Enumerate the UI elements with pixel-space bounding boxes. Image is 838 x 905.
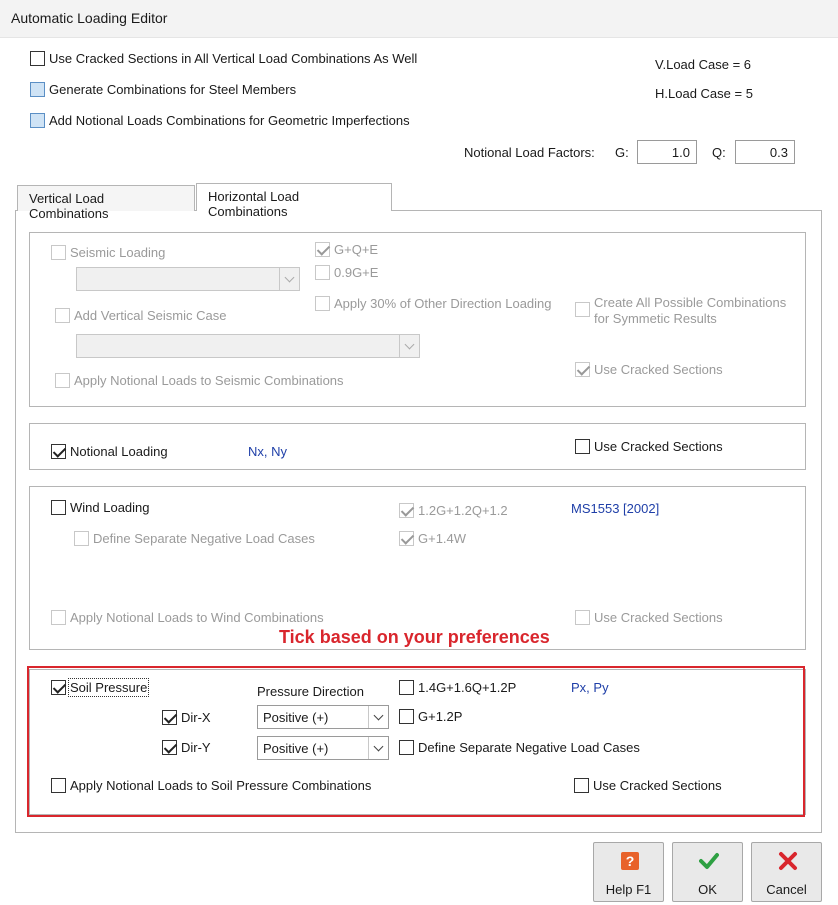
close-icon (778, 851, 798, 871)
ok-button-label: OK (698, 882, 717, 897)
soil-cracked-checkbox[interactable] (574, 778, 589, 793)
apply30-checkbox[interactable] (315, 296, 330, 311)
soil-combo2-checkbox[interactable] (399, 709, 414, 724)
wind-cracked-checkbox[interactable] (575, 610, 590, 625)
help-icon (620, 851, 640, 871)
annotation-text: Tick based on your preferences (279, 627, 550, 647)
seismic-cracked-checkbox[interactable] (575, 362, 590, 377)
cracked-all-label: Use Cracked Sections in All Vertical Load Combinations As Well (49, 51, 418, 66)
notional-factors-label: Notional Load Factors: (464, 145, 595, 160)
steel-members-label: Generate Combinations for Steel Members (49, 82, 297, 97)
svg-text:?: ? (625, 853, 635, 869)
create-all-label-2: for Symmetic Results (594, 311, 717, 326)
pressure-direction-label: Pressure Direction (257, 684, 364, 699)
wind-notional-checkbox[interactable] (51, 610, 66, 625)
dir-y-select-value: Positive (+) (263, 741, 329, 756)
vertical-seismic-checkbox[interactable] (55, 308, 70, 323)
create-all-checkbox[interactable] (575, 302, 590, 317)
apply30-label: Apply 30% of Other Direction Loading (334, 296, 552, 311)
chevron-down-icon (279, 268, 299, 290)
vload-case-text: V.Load Case = 6 (655, 57, 752, 72)
wind-negative-label: Define Separate Negative Load Cases (93, 531, 315, 546)
wind-loading-checkbox[interactable] (51, 500, 66, 515)
notional-dirs-text: Nx, Ny (248, 444, 287, 459)
seismic-code-select[interactable] (76, 267, 300, 291)
wind-combo2-checkbox[interactable] (399, 531, 414, 546)
wind-cracked-label: Use Cracked Sections (594, 610, 723, 625)
g-factor-input[interactable]: 1.0 (637, 140, 697, 164)
tab-horizontal-load[interactable]: Horizontal Load Combinations (196, 183, 392, 211)
soil-notional-checkbox[interactable] (51, 778, 66, 793)
help-button-label: Help F1 (605, 882, 652, 897)
dir-x-label: Dir-X (181, 710, 211, 725)
notional-loading-label: Notional Loading (70, 444, 168, 459)
q-factor-input[interactable]: 0.3 (735, 140, 795, 164)
wind-combo1-checkbox[interactable] (399, 503, 414, 518)
cracked-all-checkbox[interactable] (30, 51, 45, 66)
dir-y-select[interactable] (257, 736, 389, 760)
soil-negative-checkbox[interactable] (399, 740, 414, 755)
wind-loading-label: Wind Loading (70, 500, 150, 515)
wind-negative-checkbox[interactable] (74, 531, 89, 546)
checkmark-icon (699, 851, 719, 871)
soil-dirs-text: Px, Py (571, 680, 609, 695)
q-factor-label: Q: (712, 145, 726, 160)
seismic-notional-checkbox[interactable] (55, 373, 70, 388)
chevron-down-icon (368, 706, 388, 728)
dir-y-label: Dir-Y (181, 740, 211, 755)
hload-case-text: H.Load Case = 5 (655, 86, 753, 101)
notional-imperfection-checkbox[interactable] (30, 113, 45, 128)
help-button[interactable] (593, 842, 664, 902)
seismic-loading-checkbox[interactable] (51, 245, 66, 260)
wind-combo2-label: G+1.4W (418, 531, 467, 546)
soil-pressure-label: Soil Pressure (70, 680, 148, 695)
vertical-seismic-label: Add Vertical Seismic Case (74, 308, 227, 323)
create-all-label: Create All Possible Combinations (594, 295, 787, 310)
gqe-checkbox[interactable] (315, 242, 330, 257)
vertical-seismic-select[interactable] (76, 334, 420, 358)
dir-x-checkbox[interactable] (162, 710, 177, 725)
gqe-label: G+Q+E (334, 242, 379, 257)
soil-combo2-label: G+1.2P (418, 709, 463, 724)
seismic-loading-label: Seismic Loading (70, 245, 166, 260)
chevron-down-icon (368, 737, 388, 759)
seismic-notional-label: Apply Notional Loads to Seismic Combinations (74, 373, 344, 388)
notional-imperfection-label: Add Notional Loads Combinations for Geometric Imperfections (49, 113, 410, 128)
soil-pressure-checkbox[interactable] (51, 680, 66, 695)
steel-members-checkbox[interactable] (30, 82, 45, 97)
g09e-checkbox[interactable] (315, 265, 330, 280)
g09e-label: 0.9G+E (334, 265, 379, 280)
dir-x-select-value: Positive (+) (263, 710, 329, 725)
cancel-button[interactable] (751, 842, 822, 902)
wind-notional-label: Apply Notional Loads to Wind Combinations (70, 610, 324, 625)
window-title: Automatic Loading Editor (11, 10, 168, 26)
chevron-down-icon (399, 335, 419, 357)
soil-notional-label: Apply Notional Loads to Soil Pressure Combinations (70, 778, 372, 793)
wind-code-text: MS1553 [2002] (571, 501, 660, 516)
g-factor-label: G: (615, 145, 629, 160)
wind-combo1-label: 1.2G+1.2Q+1.2 (418, 503, 508, 518)
soil-negative-label: Define Separate Negative Load Cases (418, 740, 640, 755)
ok-button[interactable] (672, 842, 743, 902)
soil-cracked-label: Use Cracked Sections (593, 778, 722, 793)
notional-cracked-checkbox[interactable] (575, 439, 590, 454)
dir-x-select[interactable] (257, 705, 389, 729)
dir-y-checkbox[interactable] (162, 740, 177, 755)
cancel-button-label: Cancel (766, 882, 807, 897)
notional-loading-checkbox[interactable] (51, 444, 66, 459)
notional-cracked-label: Use Cracked Sections (594, 439, 723, 454)
soil-combo1-checkbox[interactable] (399, 680, 414, 695)
soil-combo1-label: 1.4G+1.6Q+1.2P (418, 680, 517, 695)
tab-vertical-load[interactable]: Vertical Load Combinations (17, 185, 195, 211)
seismic-cracked-label: Use Cracked Sections (594, 362, 723, 377)
title-bar (0, 0, 838, 38)
